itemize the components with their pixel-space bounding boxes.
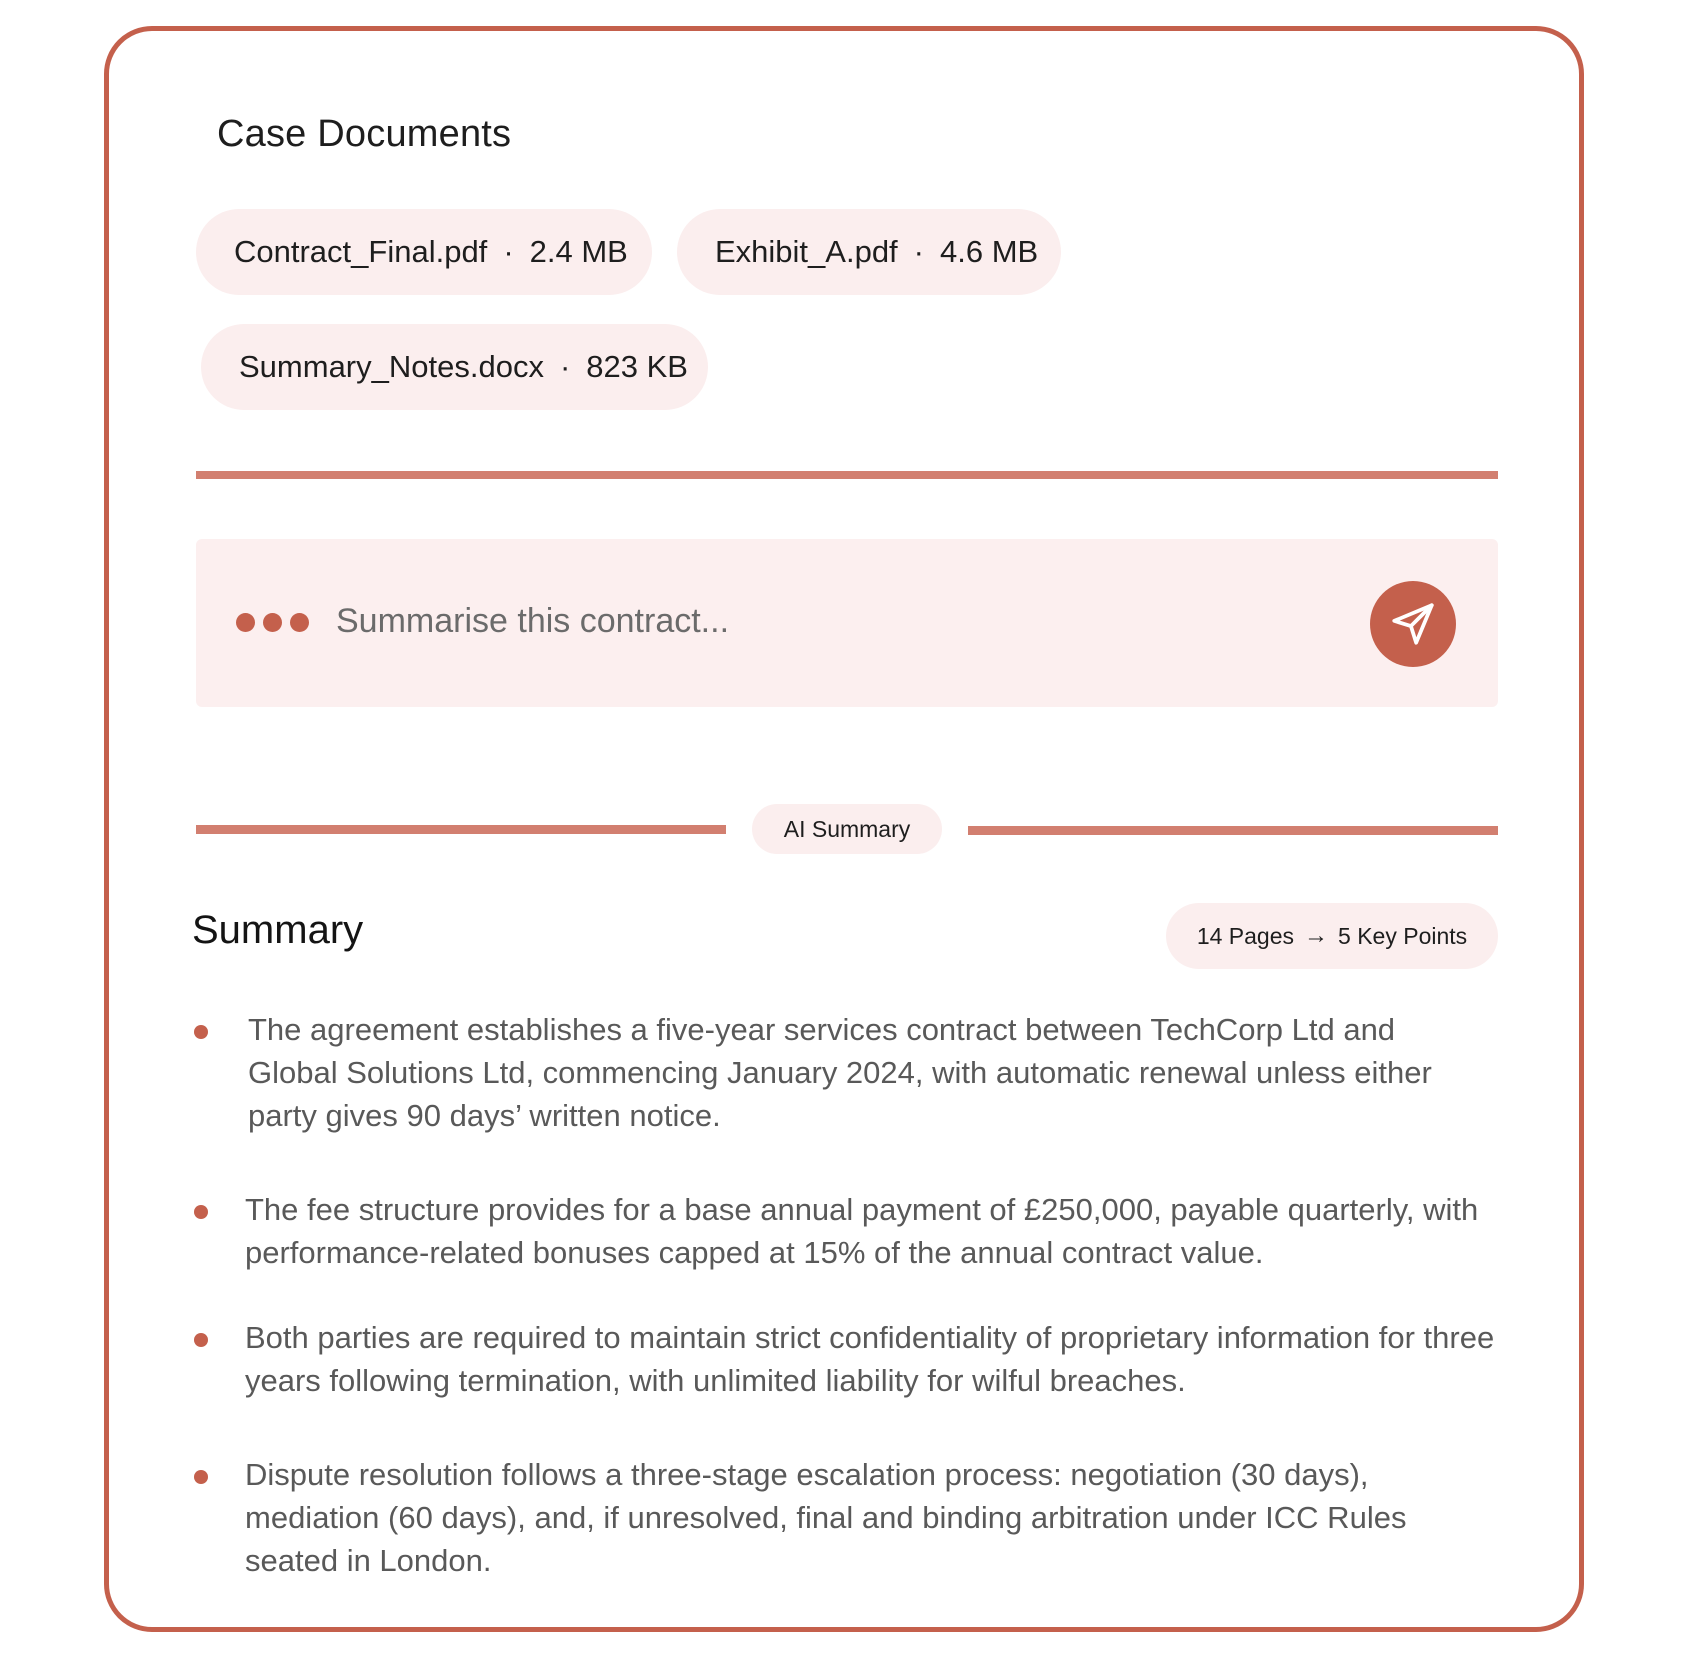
pages-key-points-badge [1166, 903, 1498, 969]
file-name: Contract_Final.pdf [234, 234, 488, 269]
bullet-icon [194, 1025, 208, 1039]
summary-point: Both parties are required to maintain strict confidentiality of proprietary information for three years following termination, with unlimited liability for wilful breaches. [245, 1320, 1495, 1398]
send-icon [1388, 599, 1438, 649]
section-title: Case Documents [217, 113, 512, 155]
summary-point: The fee structure provides for a base annual payment of £250,000, payable quarterly, with performance-related bonuses capped at 15% of the annual contract value. [245, 1192, 1479, 1270]
key-points-label: 5 Key Points [1338, 922, 1468, 949]
section-divider [196, 471, 1498, 479]
pages-label: 14 Pages [1196, 922, 1295, 949]
file-separator: · [913, 234, 924, 269]
file-name: Exhibit_A.pdf [715, 234, 898, 269]
file-size: 823 KB [586, 349, 688, 384]
file-chip-contract[interactable] [196, 209, 652, 295]
ai-divider-right [968, 826, 1498, 835]
file-separator: · [503, 234, 514, 269]
file-name: Summary_Notes.docx [239, 349, 544, 384]
send-button[interactable] [1370, 581, 1456, 667]
ai-divider-left [196, 825, 726, 834]
typing-dots-icon [236, 613, 309, 632]
summary-point: Dispute resolution follows a three-stage escalation process: negotiation (30 days), mediation (60 days), and, if unresolved, final and binding arbitration under ICC Rules seated in London. [245, 1457, 1407, 1578]
summary-point: The agreement establishes a five-year services contract between TechCorp Ltd and Global Solutions Ltd, commencing January 2024, with automatic renewal unless either party gives 90 days’ written notice. [248, 1012, 1432, 1133]
arrow-right-icon: → [1304, 922, 1329, 949]
bullet-icon [194, 1333, 208, 1347]
file-chip-summary-notes[interactable] [201, 324, 708, 410]
file-chip-exhibit[interactable] [677, 209, 1061, 295]
bullet-icon [194, 1205, 208, 1219]
file-size: 2.4 MB [529, 234, 628, 269]
bullet-icon [194, 1470, 208, 1484]
summary-title: Summary [192, 908, 364, 952]
file-size: 4.6 MB [940, 234, 1039, 269]
prompt-input[interactable] [336, 596, 1236, 646]
file-separator: · [559, 349, 571, 384]
ai-summary-badge: AI Summary [752, 804, 942, 854]
